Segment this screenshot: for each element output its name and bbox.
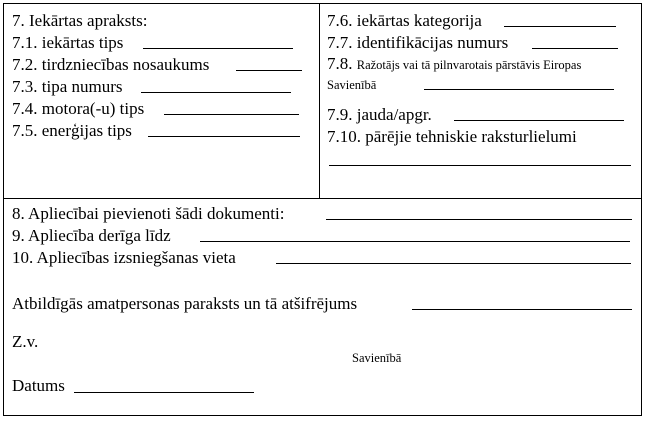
label-valid-until: 9. Apliecība derīga līdz: [12, 226, 171, 245]
label-engine-type: 7.4. motora(-u) tips: [12, 99, 145, 118]
label-energy-type: 7.5. enerģijas tips: [12, 121, 132, 140]
label-manufacturer-cont: Savienībā: [327, 78, 377, 92]
field-equipment-category[interactable]: [504, 26, 616, 27]
section-divider: [4, 198, 641, 199]
field-valid-until[interactable]: [200, 241, 630, 242]
label-type-number: 7.3. tipa numurs: [12, 77, 123, 96]
field-other-characteristics[interactable]: [329, 165, 631, 166]
label-power: 7.9. jauda/apgr.: [327, 105, 432, 124]
field-engine-type[interactable]: [164, 114, 299, 115]
label-other-characteristics: 7.10. pārējie tehniskie raksturlielumi: [327, 127, 577, 146]
field-manufacturer[interactable]: [424, 89, 614, 90]
label-attached-documents: 8. Apliecībai pievienoti šādi dokumenti:: [12, 204, 285, 223]
label-trade-name: 7.2. tirdzniecības nosaukums: [12, 55, 210, 74]
label-manufacturer: 7.8. Ražotājs vai tā pilnvarotais pārstāvis Eiropas: [327, 54, 582, 73]
label-date: Datums: [12, 376, 65, 395]
label-identification-number: 7.7. identifikācijas numurs: [327, 33, 509, 52]
field-power[interactable]: [454, 120, 624, 121]
equipment-description-heading: 7. Iekārtas apraksts:: [12, 11, 148, 30]
stray-text-savieniba: Savienībā: [352, 351, 402, 365]
field-attached-documents[interactable]: [326, 219, 632, 220]
label-signature: Atbildīgās amatpersonas paraksts un tā atšifrējums: [12, 294, 358, 313]
field-trade-name[interactable]: [236, 70, 302, 71]
label-seal: Z.v.: [12, 332, 39, 351]
label-equipment-category: 7.6. iekārtas kategorija: [327, 11, 482, 30]
label-issue-place: 10. Apliecības izsniegšanas vieta: [12, 248, 236, 267]
field-equipment-type[interactable]: [143, 48, 293, 49]
label-equipment-type: 7.1. iekārtas tips: [12, 33, 124, 52]
field-signature[interactable]: [412, 309, 632, 310]
field-energy-type[interactable]: [148, 136, 300, 137]
column-divider: [319, 4, 320, 198]
field-identification-number[interactable]: [532, 48, 618, 49]
field-type-number[interactable]: [141, 92, 291, 93]
field-issue-place[interactable]: [276, 263, 631, 264]
field-date[interactable]: [74, 392, 254, 393]
certificate-form: [3, 3, 642, 416]
